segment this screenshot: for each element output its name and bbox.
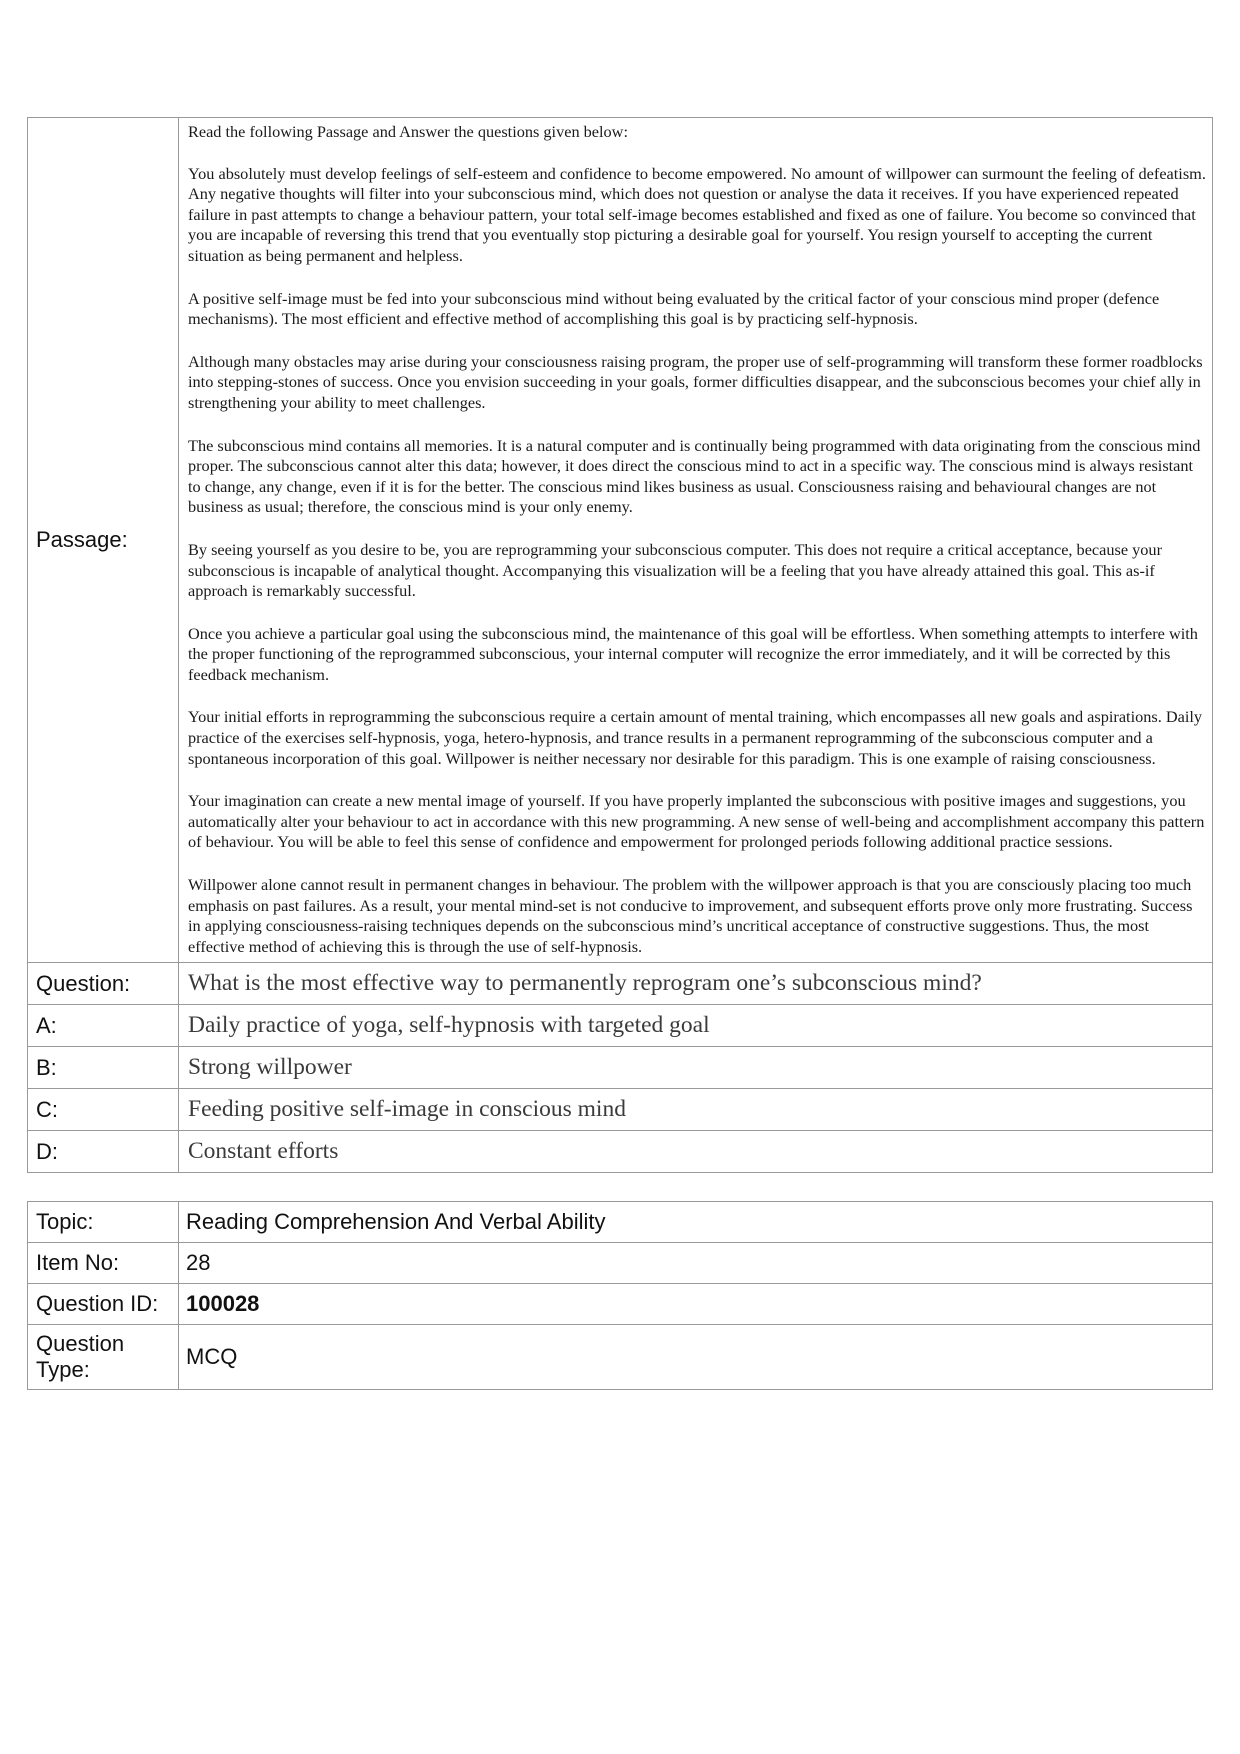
passage-paragraph: Willpower alone cannot result in permanent changes in behaviour. The problem with the willpower approach is that you are consciously placing too much emphasis on past failures. As a result, your mental mind-set is not conducive to improvement, and subsequent efforts prove only more frustrating. Success in applying consciousness-raising techniques depends on the subconscious mind’s uncritical acceptance of constructive suggestions. Thus, the most effective method of achieving this is through the use of self-hypnosis. bbox=[188, 875, 1193, 956]
option-a-label: A: bbox=[28, 1005, 179, 1047]
passage-paragraph: By seeing yourself as you desire to be, you are reprogramming your subconscious computer. This does not require a critical acceptance, because your subconscious is incapable of analytical thought. Accompanying this visualization will be a feeling that you have already attained this goal. This as-if approach is remarkably successful. bbox=[188, 539, 1162, 601]
option-d-text: Constant efforts bbox=[179, 1131, 1213, 1173]
metadata-table bbox=[27, 1201, 1213, 1390]
topic-row bbox=[28, 1202, 1213, 1243]
passage-paragraph: A positive self-image must be fed into your subconscious mind without being evaluated by the critical factor of your conscious mind proper (defence mechanisms). The most efficient and effective method of accomplishing this goal is by practicing self-hypnosis. bbox=[188, 288, 1160, 329]
passage-paragraph: The subconscious mind contains all memories. It is a natural computer and is continually being programmed with data originating from the conscious mind proper. The subconscious cannot alter this data; however, it does direct the conscious mind to act in a specific way. The conscious mind is always resistant to change, any change, even if it is for the better. The conscious mind likes business as usual. Consciousness raising and behavioural changes are not business as usual; therefore, the conscious mind is your only enemy. bbox=[188, 435, 1201, 517]
item-no-label: Item No: bbox=[28, 1243, 179, 1284]
question-table bbox=[27, 117, 1213, 1173]
option-b-label: B: bbox=[28, 1047, 179, 1089]
passage-text bbox=[179, 118, 1213, 963]
option-b-text: Strong willpower bbox=[179, 1047, 1213, 1089]
passage-intro: Read the following Passage and Answer the questions given below: bbox=[188, 122, 628, 141]
passage-paragraph: Your imagination can create a new mental image of yourself. If you have properly implanted the subconscious with positive images and suggestions, you automatically alter your behaviour to act in accordance with this new programming. A new sense of well-being and accomplishment accompany this pattern of behaviour. You will be able to feel this sense of confidence and empowerment for prolonged periods following additional practice sessions. bbox=[188, 791, 1205, 852]
passage-row bbox=[28, 118, 1213, 963]
question-id-row bbox=[28, 1284, 1213, 1325]
question-id-label: Question ID: bbox=[28, 1284, 179, 1325]
option-a-text: Daily practice of yoga, self-hypnosis with targeted goal bbox=[179, 1005, 1213, 1047]
option-c-text: Feeding positive self-image in conscious mind bbox=[179, 1089, 1213, 1131]
option-row-d bbox=[28, 1131, 1213, 1173]
passage-paragraph: Your initial efforts in reprogramming the subconscious require a certain amount of mental training, which encompasses all new goals and aspirations. Daily practice of the exercises self-hypnosis, yoga, hetero-hypnosis, and trance results in a permanent reprogramming of the subconscious computer and a spontaneous incorporation of this goal. Willpower is neither necessary nor desirable for this paradigm. This is one example of raising consciousness. bbox=[188, 707, 1203, 768]
question-row bbox=[28, 963, 1213, 1005]
question-text: What is the most effective way to permanently reprogram one’s subconscious mind? bbox=[179, 963, 1213, 1005]
question-label: Question: bbox=[28, 963, 179, 1005]
question-type-row bbox=[28, 1325, 1213, 1390]
option-d-label: D: bbox=[28, 1131, 179, 1173]
option-row-a bbox=[28, 1005, 1213, 1047]
option-row-c bbox=[28, 1089, 1213, 1131]
question-sheet bbox=[27, 117, 1213, 1390]
passage-paragraph: Once you achieve a particular goal using the subconscious mind, the maintenance of this goal will be effortless. When something attempts to interfere with the proper functioning of the reprogrammed subconscious, your internal computer will recognize the error immediately, and it will be corrected by this feedback mechanism. bbox=[188, 623, 1198, 684]
option-c-label: C: bbox=[28, 1089, 179, 1131]
question-type-label-line2: Type: bbox=[36, 1357, 90, 1383]
item-no-value: 28 bbox=[179, 1243, 1213, 1284]
question-type-label-line1: Question bbox=[36, 1331, 125, 1357]
topic-value: Reading Comprehension And Verbal Ability bbox=[179, 1202, 1213, 1243]
item-no-row bbox=[28, 1243, 1213, 1284]
passage-paragraph: You absolutely must develop feelings of self-esteem and confidence to become empowered. No amount of willpower can surmount the feeling of defeatism. Any negative thoughts will filter into your subconscious mind, which does not question or analyse the data it receives. If you have experienced repeated failure in past attempts to change a behaviour pattern, your total self-image becomes established and fixed as one of failure. You become so convinced that you are incapable of reversing this trend that you eventually stop picturing a desirable goal for yourself. You resign yourself to accepting the current situation as being permanent and helpless. bbox=[188, 163, 1206, 265]
question-type-label bbox=[28, 1325, 179, 1390]
passage-label: Passage: bbox=[28, 118, 179, 963]
passage-paragraph: Although many obstacles may arise during your consciousness raising program, the proper use of self-programming will transform these former roadblocks into stepping-stones of success. Once you envision succeeding in your goals, former difficulties disappear, and the subconscious becomes your chief ally in strengthening your ability to meet challenges. bbox=[188, 351, 1203, 412]
question-id-value: 100028 bbox=[179, 1284, 1213, 1325]
option-row-b bbox=[28, 1047, 1213, 1089]
topic-label: Topic: bbox=[28, 1202, 179, 1243]
question-type-value: MCQ bbox=[179, 1325, 1213, 1390]
